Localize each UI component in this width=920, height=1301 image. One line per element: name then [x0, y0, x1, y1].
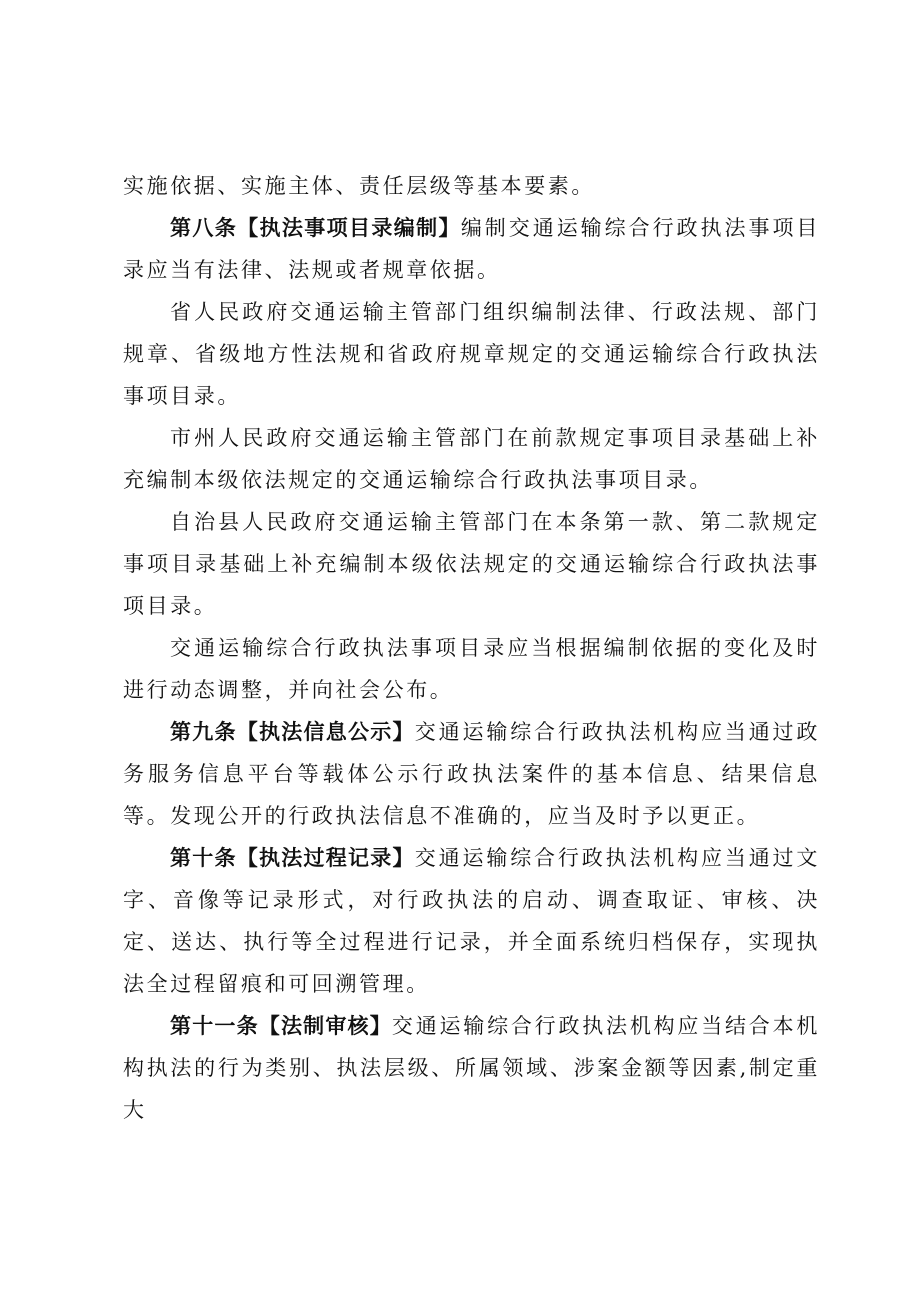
article-8-body: 编制交通运输综合行政执法事项目录应当有法律、法规或者规章依据。 — [123, 216, 821, 282]
article-9-heading: 第九条【执法信息公示】 — [170, 720, 415, 744]
paragraph-county-catalog: 自治县人民政府交通运输主管部门在本条第一款、第二款规定事项目录基础上补充编制本级依法规定的交通运输综合行政执法事项目录。 — [123, 510, 820, 618]
article-8 — [123, 207, 820, 291]
article-11 — [123, 1005, 820, 1131]
article-9-body: 交通运输综合行政执法机构应当通过政务服务信息平台等载体公示行政执法案件的基本信息、结果信息等。发现公开的行政执法信息不准确的，应当及时予以更正。 — [123, 720, 821, 828]
article-9 — [123, 711, 820, 837]
paragraph-catalog-adjustment: 交通运输综合行政执法事项目录应当根据编制依据的变化及时进行动态调整，并向社会公布。 — [123, 636, 820, 702]
paragraph-continuation: 实施依据、实施主体、责任层级等基本要素。 — [123, 174, 595, 198]
article-10-body: 交通运输综合行政执法机构应当通过文字、音像等记录形式，对行政执法的启动、调查取证、审核、决定、送达、执行等全过程进行记录，并全面系统归档保存，实现执法全过程留痕和可回溯管理。 — [123, 846, 821, 996]
article-8-heading: 第八条【执法事项目录编制】 — [170, 216, 461, 240]
document-page — [123, 165, 820, 1131]
article-11-heading: 第十一条【法制审核】 — [170, 1014, 392, 1038]
article-11-body: 交通运输综合行政执法机构应当结合本机构执法的行为类别、执法层级、所属领域、涉案金额等因素,制定重大 — [123, 1014, 820, 1122]
article-10 — [123, 837, 820, 1005]
article-10-heading: 第十条【执法过程记录】 — [170, 846, 415, 870]
paragraph-provincial-catalog: 省人民政府交通运输主管部门组织编制法律、行政法规、部门规章、省级地方性法规和省政府规章规定的交通运输综合行政执法事项目录。 — [123, 300, 820, 408]
paragraph-city-catalog: 市州人民政府交通运输主管部门在前款规定事项目录基础上补充编制本级依法规定的交通运输综合行政执法事项目录。 — [123, 426, 820, 492]
